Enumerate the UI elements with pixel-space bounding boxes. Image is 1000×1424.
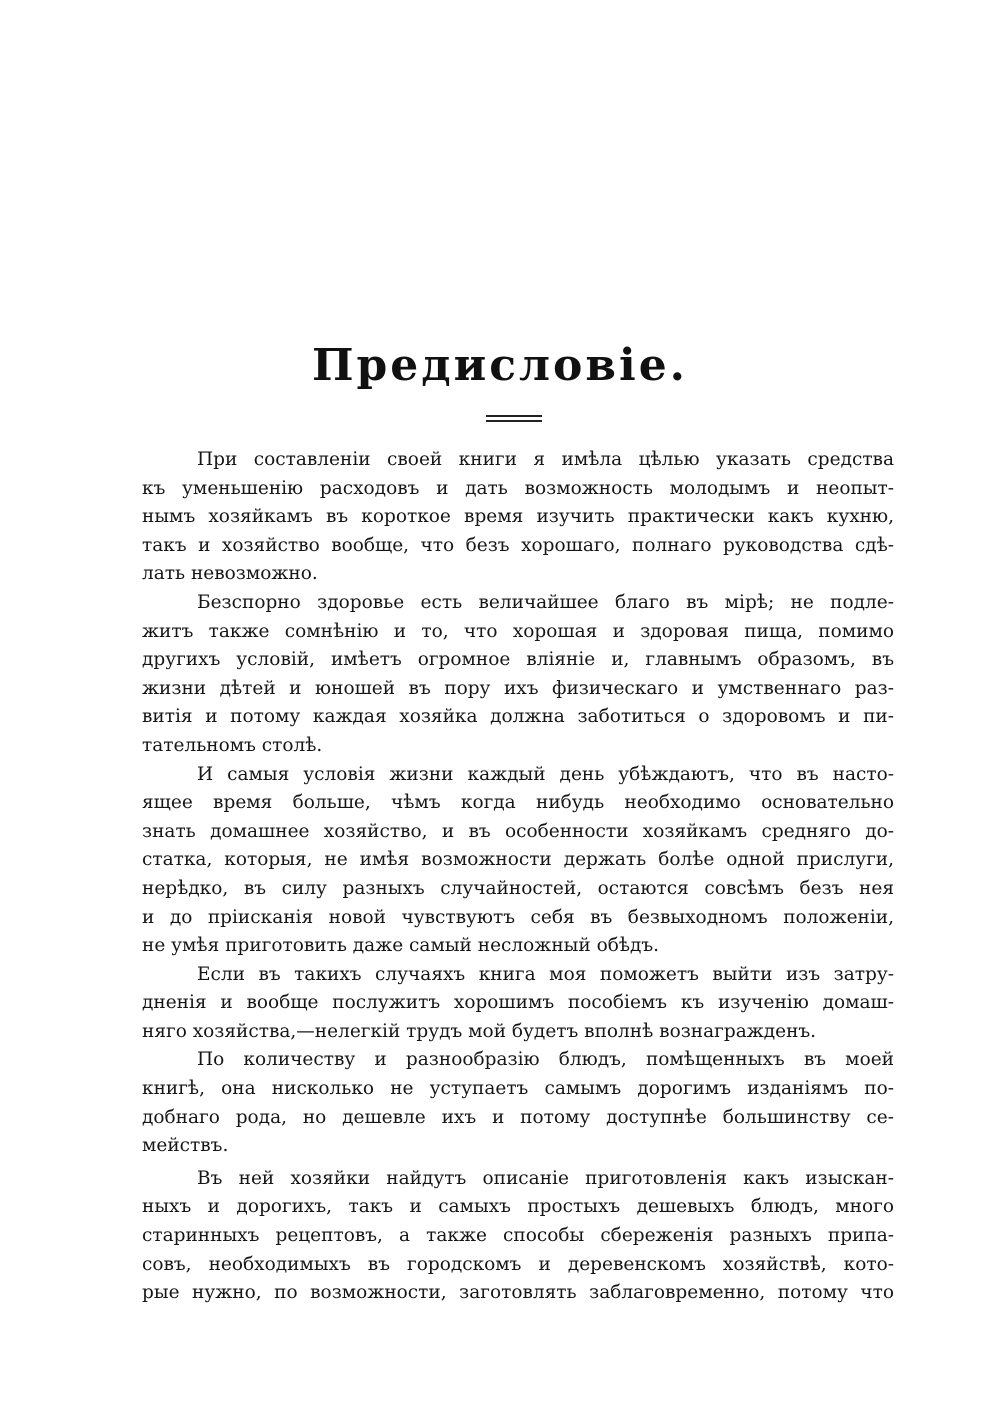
rule-line-top	[486, 415, 542, 417]
preface-body	[142, 446, 894, 1308]
text-line: дненія и вообще послужитъ хорошимъ пособіемъ къ изученію домаш-	[142, 992, 894, 1014]
text-line: тательномъ столѣ.	[142, 734, 323, 756]
text-line: статка, которыя, не имѣя возможности держать болѣе одной прислуги,	[142, 849, 894, 871]
text-line: рые нужно, по возможности, заготовлять заблаговременно, потому что	[142, 1282, 894, 1304]
text-line: Въ ней хозяйки найдутъ описаніе приготовленія какъ изыскан-	[197, 1167, 894, 1189]
text-line: При составленіи своей книги я имѣла цѣлью указать средства	[197, 449, 894, 470]
text-line: ныхъ и дорогихъ, такъ и самыхъ простыхъ дешевыхъ блюдъ, много	[142, 1196, 894, 1218]
text-line: и до пріисканія новой чувствуютъ себя въ безвыходномъ положеніи,	[142, 906, 894, 928]
text-line: жизни дѣтей и юношей въ пору ихъ физическаго и умственнаго раз-	[142, 677, 894, 699]
title-double-rule	[486, 415, 542, 422]
text-line: мействъ.	[142, 1135, 229, 1157]
text-line: другихъ условій, имѣетъ огромное вліяніе и, главнымъ образомъ, въ	[142, 649, 894, 671]
text-line: По количеству и разнообразію блюдъ, помѣщенныхъ въ моей	[197, 1049, 894, 1071]
text-line: совъ, необходимыхъ въ городскомъ и деревенскомъ хозяйствѣ, кото-	[142, 1253, 894, 1275]
text-line: добнаго рода, но дешевле ихъ и потому доступнѣе большинству се-	[142, 1106, 894, 1128]
text-line: книгѣ, она нисколько не уступаетъ самымъ дорогимъ изданіямъ по-	[142, 1078, 894, 1100]
text-line: такъ и хозяйство вообще, что безъ хорошаго, полнаго руководства сдѣ-	[142, 534, 894, 556]
text-line: не умѣя приготовить даже самый несложный обѣдъ.	[142, 935, 660, 957]
text-line: лать невозможно.	[142, 563, 318, 585]
text-line: Если въ такихъ случаяхъ книга моя поможетъ выйти изъ затру-	[197, 963, 894, 985]
text-line: Безспорно здоровье есть величайшее благо въ мірѣ; не подле-	[197, 591, 894, 613]
text-line: ящее время больше, чѣмъ когда нибудь необходимо основательно	[142, 792, 894, 814]
page-title: Предисловіе.	[311, 340, 689, 391]
text-line: знать домашнее хозяйство, и въ особенности хозяйкамъ средняго до-	[142, 820, 894, 842]
text-line: житъ также сомнѣнію и то, что хорошая и здоровая пища, помимо	[142, 620, 894, 642]
rule-line-bottom	[486, 420, 542, 422]
text-line: нерѣдко, въ силу разныхъ случайностей, остаются совсѣмъ безъ нея	[142, 877, 894, 899]
text-line: нымъ хозяйкамъ въ короткое время изучить практически какъ кухню,	[142, 506, 894, 528]
text-line: къ уменьшенію расходовъ и дать возможность молодымъ и неопыт-	[142, 477, 894, 499]
text-line: И самыя условія жизни каждый день убѣждаютъ, что въ насто-	[197, 763, 894, 785]
text-line: няго хозяйства,—нелегкій трудъ мой будетъ вполнѣ вознагражденъ.	[142, 1020, 817, 1042]
text-line: витія и потому каждая хозяйка должна заботиться о здоровомъ и пи-	[142, 706, 894, 728]
text-line: старинныхъ рецептовъ, а также способы сбереженія разныхъ припа-	[142, 1225, 894, 1247]
